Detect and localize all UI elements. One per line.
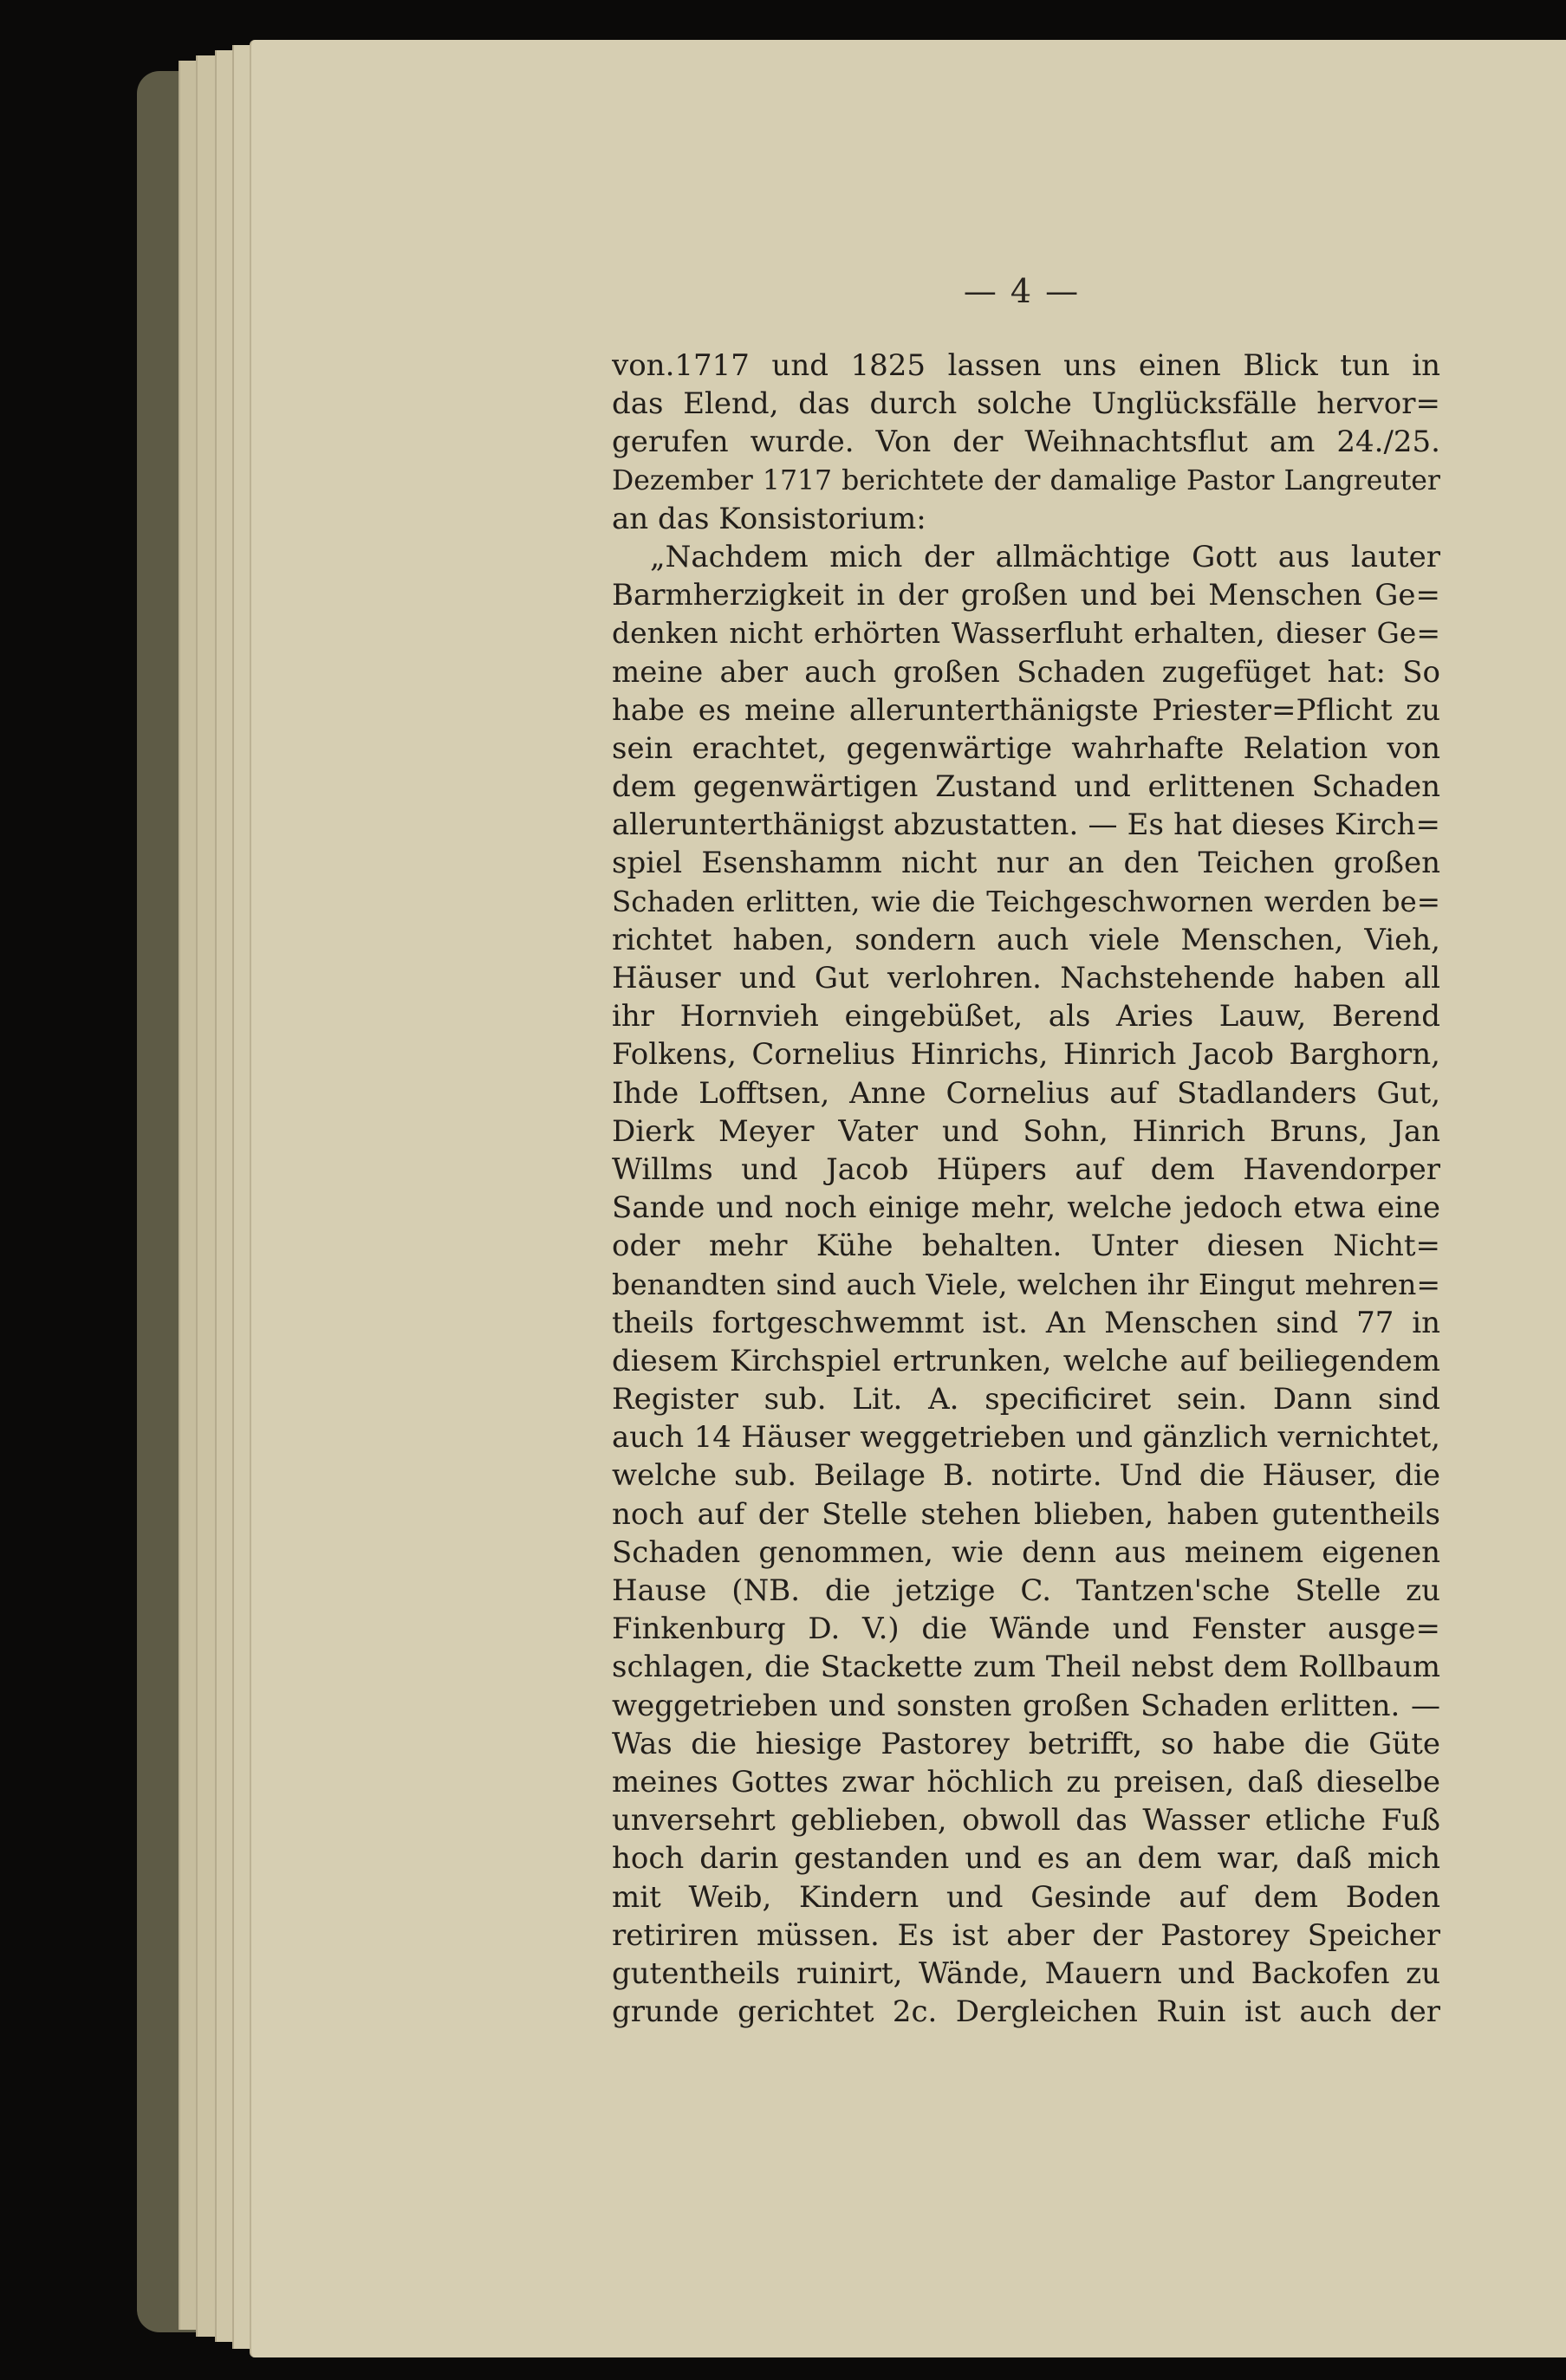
text-line: hoch darin gestanden und es an dem war, daß mich: [612, 1841, 1440, 1877]
text-line: Häuser und Gut verlohren. Nachstehende haben all: [612, 961, 1440, 995]
text-line: noch auf der Stelle stehen blieben, haben gutentheils: [612, 1496, 1440, 1532]
text-line: sein erachtet, gegenwärtige wahrhafte Relation von: [612, 730, 1440, 766]
text-line: Hause (NB. die jetzige C. Tantzen'sche Stelle zu: [612, 1573, 1440, 1608]
text-line: mit Weib, Kindern und Gesinde auf dem Boden: [612, 1879, 1440, 1915]
text-line: theils fortgeschwemmt ist. An Menschen sind 77 in: [612, 1305, 1440, 1340]
body-text: [612, 347, 1440, 2031]
text-line: diesem Kirchspiel ertrunken, welche auf beiliegendem: [612, 1343, 1440, 1378]
text-line: Sande und noch einige mehr, welche jedoch etwa eine: [612, 1190, 1440, 1226]
text-line: habe es meine allerunterthänigste Priester=Pflicht zu: [612, 692, 1440, 728]
text-line: weggetrieben und sonsten großen Schaden erlitten. —: [612, 1688, 1440, 1723]
text-line: grunde gerichtet 2c. Dergleichen Ruin ist auch der: [612, 1994, 1440, 2030]
text-line: an das Konsistorium:: [612, 501, 926, 536]
text-line: denken nicht erhörten Wasserfluht erhalten, dieser Ge=: [612, 616, 1440, 651]
text-line: „Nachdem mich der allmächtige Gott aus lauter: [650, 539, 1440, 574]
text-line: meine aber auch großen Schaden zugefüget hat: So: [612, 654, 1440, 690]
text-line: richtet haben, sondern auch viele Menschen, Vieh,: [612, 922, 1440, 957]
text-line: benandten sind auch Viele, welchen ihr Eingut mehren=: [612, 1267, 1440, 1301]
text-line: retiriren müssen. Es ist aber der Pastorey Speicher: [612, 1917, 1440, 1953]
text-line: das Elend, das durch solche Unglücksfälle hervor=: [612, 386, 1440, 422]
text-line: allerunterthänigst abzustatten. — Es hat dieses Kirch=: [612, 807, 1440, 843]
text-line: meines Gottes zwar höchlich zu preisen, daß dieselbe: [612, 1764, 1440, 1800]
text-line: Was die hiesige Pastorey betrifft, so habe die Güte: [612, 1726, 1440, 1761]
text-line: Willms und Jacob Hüpers auf dem Havendorper: [612, 1151, 1440, 1187]
text-line: spiel Esenshamm nicht nur an den Teichen großen: [612, 846, 1440, 881]
text-line: Dezember 1717 berichtete der damalige Pastor Langreuter: [612, 464, 1440, 496]
text-line: oder mehr Kühe behalten. Unter diesen Nicht=: [612, 1229, 1440, 1264]
text-line: Barmherzigkeit in der großen und bei Menschen Ge=: [612, 578, 1440, 613]
text-line: welche sub. Beilage B. notirte. Und die Häuser, die: [612, 1458, 1440, 1494]
text-line: gerufen wurde. Von der Weihnachtsflut am 24./25.: [612, 425, 1440, 460]
text-line: dem gegenwärtigen Zustand und erlittenen Schaden: [612, 769, 1440, 805]
text-line: von.1717 und 1825 lassen uns einen Blick tun in: [612, 348, 1440, 383]
text-line: auch 14 Häuser weggetrieben und gänzlich vernichtet,: [612, 1420, 1440, 1456]
text-line: Schaden genommen, wie denn aus meinem eigenen: [612, 1534, 1440, 1570]
text-line: gutentheils ruinirt, Wände, Mauern und Backofen zu: [612, 1955, 1440, 1991]
page-number: — 4 —: [963, 272, 1081, 310]
text-line: ihr Hornvieh eingebüßet, als Aries Lauw, Berend: [612, 999, 1440, 1034]
text-line: Register sub. Lit. A. specificiret sein. Dann sind: [612, 1382, 1440, 1417]
text-line: Dierk Meyer Vater und Sohn, Hinrich Bruns, Jan: [612, 1113, 1440, 1149]
text-line: Finkenburg D. V.) die Wände und Fenster ausge=: [612, 1612, 1440, 1647]
text-line: Schaden erlitten, wie die Teichgeschwornen werden be=: [612, 885, 1440, 918]
text-line: Ihde Lofftsen, Anne Cornelius auf Stadlanders Gut,: [612, 1075, 1440, 1111]
text-line: Folkens, Cornelius Hinrichs, Hinrich Jacob Barghorn,: [612, 1037, 1440, 1073]
text-line: schlagen, die Stackette zum Theil nebst dem Rollbaum: [612, 1650, 1440, 1685]
text-line: unversehrt geblieben, obwoll das Wasser etliche Fuß: [612, 1803, 1440, 1839]
